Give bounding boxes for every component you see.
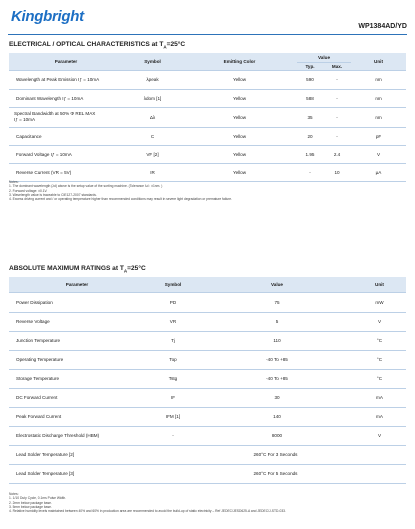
abs-value: -40 To +85 bbox=[201, 350, 353, 369]
table-row bbox=[9, 407, 406, 426]
table-row bbox=[9, 107, 406, 127]
abs-param: Lead Solder Temperature [3] bbox=[9, 464, 145, 483]
eo-notes bbox=[9, 180, 232, 201]
eo-col-max: Max. bbox=[323, 62, 351, 70]
table-row bbox=[9, 350, 406, 369]
eo-typ: - bbox=[297, 163, 323, 181]
abs-param: Electrostatic Discharge Threshold (HBM) bbox=[9, 426, 145, 445]
eo-typ: 590 bbox=[297, 70, 323, 89]
eo-col-typ: Typ. bbox=[297, 62, 323, 70]
table-row bbox=[9, 464, 406, 483]
abs-value: -40 To +85 bbox=[201, 369, 353, 388]
eo-typ: 588 bbox=[297, 89, 323, 107]
abs-value: 260°C For 3 Seconds bbox=[145, 445, 406, 464]
eo-col-symbol: Symbol bbox=[123, 53, 182, 70]
eo-unit: nm bbox=[351, 107, 406, 127]
note-line: 2. Forward voltage: ±0.1V. bbox=[9, 188, 48, 193]
abs-unit: °C bbox=[353, 350, 406, 369]
table-row bbox=[9, 89, 406, 107]
abs-value: 110 bbox=[201, 331, 353, 350]
eo-color: Yellow bbox=[182, 127, 297, 145]
eo-max: 10 bbox=[323, 163, 351, 181]
abs-param: Storage Temperature bbox=[9, 369, 145, 388]
table-row bbox=[9, 292, 406, 312]
eo-max: - bbox=[323, 70, 351, 89]
eo-symbol: C bbox=[123, 127, 182, 145]
table-row bbox=[9, 163, 406, 181]
note-line: 4. Excess driving current and / or operating temperature higher than recommended conditions may result in severe light degradation or premature failure. bbox=[9, 197, 233, 202]
note-line: Notes: bbox=[9, 180, 19, 184]
note-line: 1. The dominant wavelength (λd) above is the setup value of the sorting machine. (Tolerance λd : ±1nm. ) bbox=[9, 184, 163, 189]
abs-unit: °C bbox=[353, 331, 406, 350]
abs-param: DC Forward Current bbox=[9, 388, 145, 407]
abs-param: Power Dissipation bbox=[9, 292, 145, 312]
abs-param: Reverse Voltage bbox=[9, 312, 145, 331]
eo-unit: V bbox=[351, 145, 406, 163]
eo-param: Dominant Wavelength Iƒ = 10mA bbox=[9, 89, 123, 107]
table-row bbox=[9, 369, 406, 388]
abs-col-parameter: Parameter bbox=[9, 277, 145, 292]
note-line: 3. Wavelength value is traceable to CIE127-2007 standards. bbox=[9, 192, 97, 197]
eo-param-line2: Iƒ = 10mA bbox=[14, 117, 36, 122]
eo-section-title: ELECTRICAL / OPTICAL CHARACTERISTICS at $T_A=25^\circ C$ bbox=[9, 41, 186, 50]
eo-unit: nm bbox=[351, 89, 406, 107]
note-line: 2. 2mm below package base. bbox=[9, 500, 52, 505]
abs-table bbox=[9, 277, 406, 484]
abs-col-symbol: Symbol bbox=[145, 277, 201, 292]
eo-param: Capacitance bbox=[9, 127, 123, 145]
eo-color: Yellow bbox=[182, 70, 297, 89]
eo-param: Reverse Current (VR = 5V) bbox=[9, 163, 123, 181]
abs-section-title: ABSOLUTE MAXIMUM RATINGS at $T_A=25^\circ C$ bbox=[9, 265, 146, 274]
abs-value: 260°C For 5 Seconds bbox=[145, 464, 406, 483]
abs-notes bbox=[9, 492, 286, 513]
abs-param: Lead Solder Temperature [2] bbox=[9, 445, 145, 464]
eo-symbol: IR bbox=[123, 163, 182, 181]
abs-value: 30 bbox=[201, 388, 353, 407]
eo-col-emitting: Emitting Color bbox=[182, 53, 297, 70]
abs-unit: °C bbox=[353, 369, 406, 388]
eo-unit: µA bbox=[351, 163, 406, 181]
abs-unit: V bbox=[353, 312, 406, 331]
abs-param: Operating Temperature bbox=[9, 350, 145, 369]
eo-typ: 1.95 bbox=[297, 145, 323, 163]
abs-param: Junction Temperature bbox=[9, 331, 145, 350]
abs-symbol: IF bbox=[145, 388, 201, 407]
part-number: WP1384AD/YD bbox=[358, 23, 407, 30]
table-row bbox=[9, 127, 406, 145]
eo-color: Yellow bbox=[182, 145, 297, 163]
eo-max: 2.4 bbox=[323, 145, 351, 163]
eo-color: Yellow bbox=[182, 89, 297, 107]
eo-max: - bbox=[323, 107, 351, 127]
eo-col-value: Value bbox=[297, 53, 351, 62]
eo-symbol: λpeak bbox=[123, 70, 182, 89]
abs-symbol: PD bbox=[145, 292, 201, 312]
header-rule bbox=[8, 34, 407, 35]
abs-value: 5 bbox=[201, 312, 353, 331]
eo-col-unit: Unit bbox=[351, 53, 406, 70]
brand-logo: Kingbright bbox=[11, 8, 84, 25]
abs-col-value: Value bbox=[201, 277, 353, 292]
eo-table bbox=[9, 53, 406, 182]
abs-unit: mA bbox=[353, 407, 406, 426]
eo-symbol: VF [2] bbox=[123, 145, 182, 163]
eo-symbol: Δλ bbox=[123, 107, 182, 127]
table-row bbox=[9, 145, 406, 163]
note-line: 3. 5mm below package base. bbox=[9, 504, 52, 509]
note-line: 4. Relative humidity levels maintained between 40% and 60% in production area are recommended to avoid the build-up of static electricity – Ref JEDEC/JESD625-A and JEDEC/J-STD-033. bbox=[9, 509, 286, 514]
abs-value: 8000 bbox=[201, 426, 353, 445]
table-row bbox=[9, 331, 406, 350]
eo-param-line1: Spectral Bandwidth at 50% Φ REL MAX bbox=[14, 111, 96, 116]
eo-symbol: λdom [1] bbox=[123, 89, 182, 107]
eo-color: Yellow bbox=[182, 107, 297, 127]
abs-param: Peak Forward Current bbox=[9, 407, 145, 426]
note-line: Notes: bbox=[9, 492, 19, 496]
eo-col-parameter: Parameter bbox=[9, 53, 123, 70]
table-row bbox=[9, 445, 406, 464]
abs-unit: V bbox=[353, 426, 406, 445]
table-row bbox=[9, 426, 406, 445]
eo-typ: 35 bbox=[297, 107, 323, 127]
abs-symbol: VR bbox=[145, 312, 201, 331]
eo-color: Yellow bbox=[182, 163, 297, 181]
abs-unit: mA bbox=[353, 388, 406, 407]
table-row bbox=[9, 70, 406, 89]
abs-value: 140 bbox=[201, 407, 353, 426]
abs-symbol: Tj bbox=[145, 331, 201, 350]
eo-param: Forward Voltage Iƒ = 10mA bbox=[9, 145, 123, 163]
abs-symbol: Top bbox=[145, 350, 201, 369]
table-row bbox=[9, 312, 406, 331]
abs-unit: mW bbox=[353, 292, 406, 312]
eo-unit: nm bbox=[351, 70, 406, 89]
abs-symbol: - bbox=[145, 426, 201, 445]
eo-param: Wavelength at Peak Emission Iƒ = 10mA bbox=[9, 70, 123, 89]
abs-symbol: IFM [1] bbox=[145, 407, 201, 426]
abs-symbol: Tstg bbox=[145, 369, 201, 388]
note-line: 1. 1/10 Duty Cycle, 0.1ms Pulse Width. bbox=[9, 496, 67, 501]
abs-col-unit: Unit bbox=[353, 277, 406, 292]
eo-max: - bbox=[323, 89, 351, 107]
table-row bbox=[9, 388, 406, 407]
eo-param bbox=[9, 107, 123, 127]
eo-max: - bbox=[323, 127, 351, 145]
eo-unit: pF bbox=[351, 127, 406, 145]
eo-typ: 20 bbox=[297, 127, 323, 145]
abs-value: 75 bbox=[201, 292, 353, 312]
